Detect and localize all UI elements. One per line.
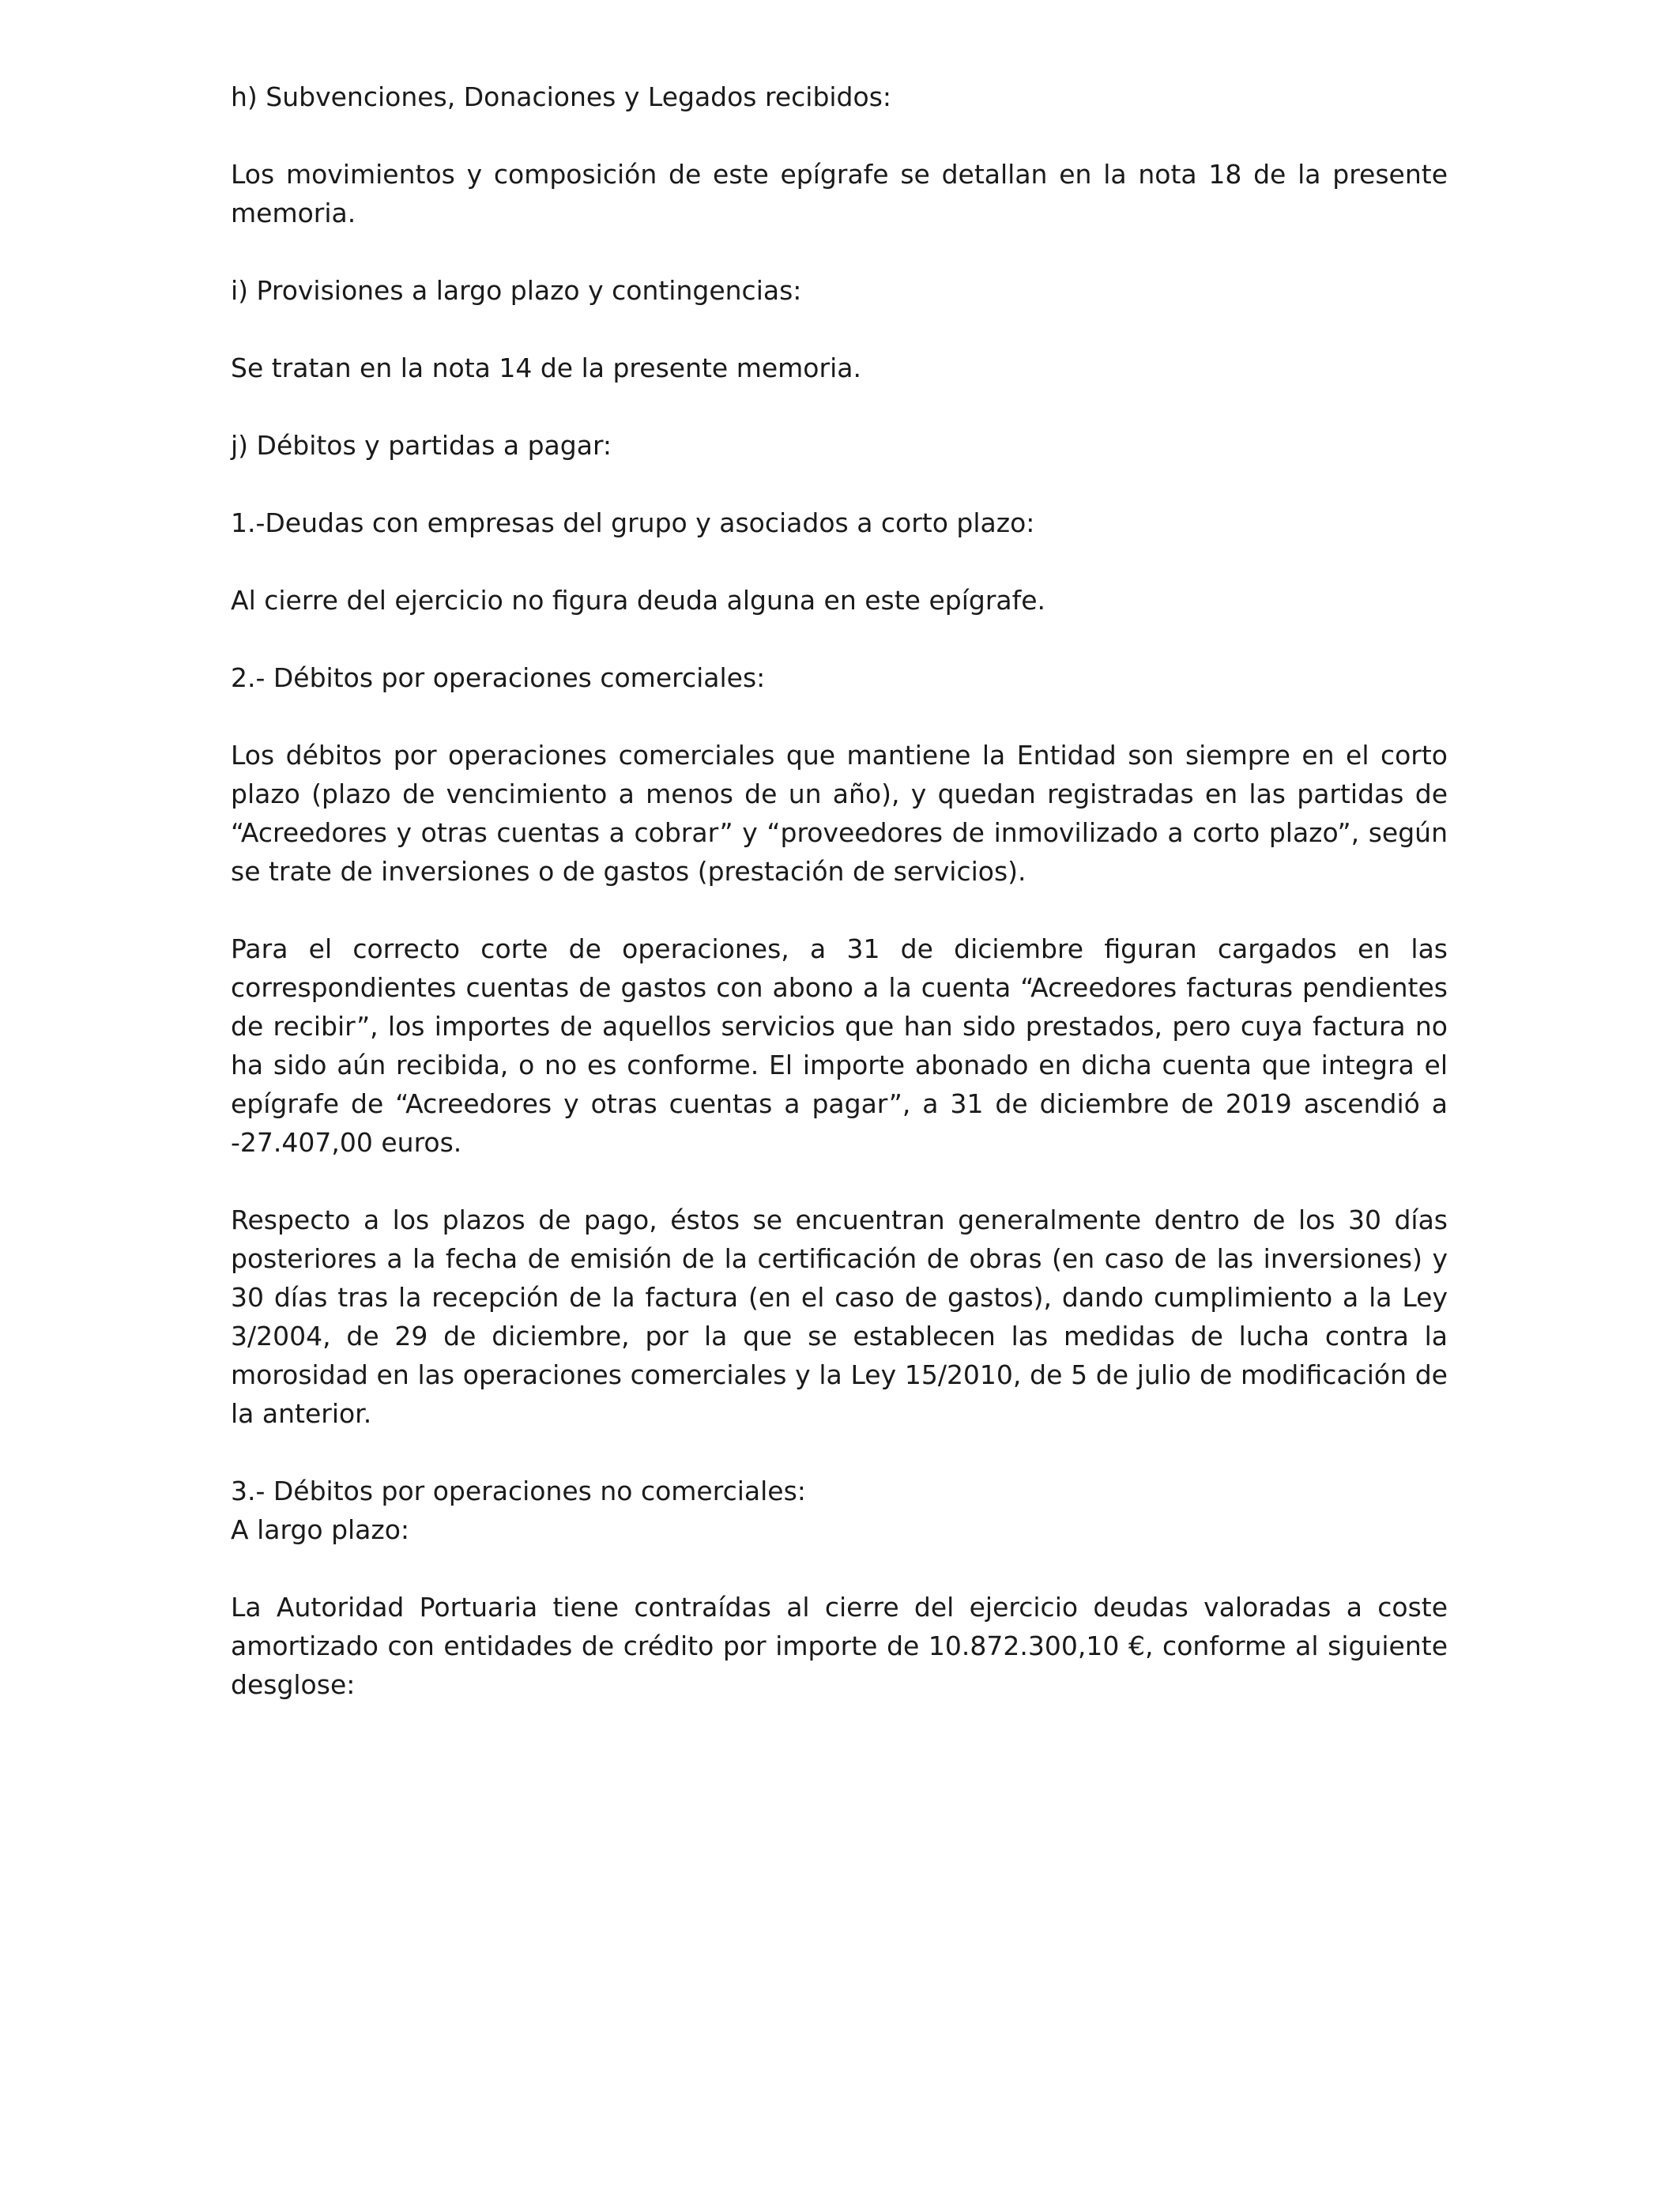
subsection-j2-paragraph-2: Para el correcto corte de operaciones, a 31 de diciembre figuran cargados en las correspondientes cuentas de gastos con abono a la cuenta “Acreedores facturas pendientes de recibir”, los importes de aquellos servicios que han sido prestados, pero cuya factura no ha sido aún recibida, o no es conforme. El importe abonado en dicha cuenta que integra el epígrafe de “Acreedores y otras cuentas a pagar”, a 31 de diciembre de 2019 ascendió a -27.407,00 euros. xyxy=(231,933,1448,1158)
subsection-j2-paragraph-3: Respecto a los plazos de pago, éstos se encuentran generalmente dentro de los 30 días posteriores a la fecha de emisión de la certificación de obras (en caso de las inversiones) y 30 días tras la recepción de la factura (en el caso de gastos), dando cumplimiento a la Ley 3/2004, de 29 de diciembre, por la que se establecen las medidas de lucha contra la morosidad en las operaciones comerciales y la Ley 15/2010, de 5 de julio de modificación de la anterior. xyxy=(231,1204,1448,1429)
subsection-j2-paragraph-1: Los débitos por operaciones comerciales que mantiene la Entidad son siempre en el corto plazo (plazo de vencimiento a menos de un año), y quedan registradas en las partidas de “Acreedores y otras cuentas a cobrar” y “proveedores de inmovilizado a corto plazo”, según se trate de inversiones o de gastos (prestación de servicios). xyxy=(231,740,1448,887)
section-i-paragraph: Se tratan en la nota 14 de la presente memoria. xyxy=(231,352,861,383)
subsection-j1-paragraph: Al cierre del ejercicio no figura deuda alguna en este epígrafe. xyxy=(231,585,1046,616)
section-j-heading: j) Débitos y partidas a pagar: xyxy=(231,430,612,461)
subsection-j1-heading: 1.-Deudas con empresas del grupo y asociados a corto plazo: xyxy=(231,507,1035,538)
document-body xyxy=(231,77,1448,1743)
subsection-j2-heading: 2.- Débitos por operaciones comerciales: xyxy=(231,662,766,693)
subsection-j3-paragraph: La Autoridad Portuaria tiene contraídas al cierre del ejercicio deudas valoradas a coste amortizado con entidades de crédito por importe de 10.872.300,10 €, conforme al siguiente desglose: xyxy=(231,1592,1448,1700)
section-h-paragraph: Los movimientos y composición de este epígrafe se detallan en la nota 18 de la presente memoria. xyxy=(231,159,1448,228)
subsection-j3-subheading: A largo plazo: xyxy=(231,1514,410,1545)
section-h-heading: h) Subvenciones, Donaciones y Legados recibidos: xyxy=(231,81,892,112)
subsection-j3-heading: 3.- Débitos por operaciones no comerciales: xyxy=(231,1476,806,1506)
section-i-heading: i) Provisiones a largo plazo y contingencias: xyxy=(231,275,802,306)
